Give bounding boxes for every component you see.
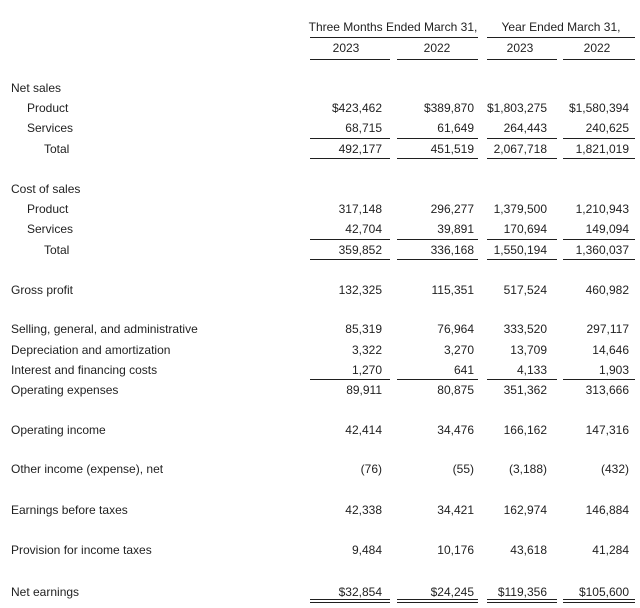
year-underline-3 (487, 59, 557, 60)
rule-net-sales-total-col4 (563, 158, 635, 159)
row-label-interest: Interest and financing costs (11, 363, 158, 377)
cell-net-sales-product-col3: $1,803,275 (486, 101, 547, 115)
rule-cost-services-col3 (487, 239, 557, 240)
rule-net-sales-total-col2 (397, 158, 478, 159)
cell-net-sales-product-col1: $423,462 (331, 101, 382, 115)
cell-op-income-col1: 42,414 (345, 423, 382, 437)
row-label-other-income: Other income (expense), net (11, 462, 164, 476)
double-rule-net-earnings-col1 (310, 602, 390, 603)
rule-net-sales-services-col4 (563, 138, 635, 139)
cell-cost-services-col2: 39,891 (437, 222, 474, 236)
rule-interest-col3 (487, 379, 557, 380)
rule-net-sales-services-col1 (310, 138, 390, 139)
row-label-op-income: Operating income (11, 423, 106, 437)
rule-cost-total-col4 (563, 259, 635, 260)
cell-op-income-col4: 147,316 (585, 423, 629, 437)
cell-net-sales-services-col1: 68,715 (345, 121, 382, 135)
cell-cost-product-col3: 1,379,500 (493, 202, 547, 216)
rule-net-sales-total-col1 (310, 158, 390, 159)
cell-other-income-col1: (76) (360, 462, 382, 476)
cell-tax-col4: 41,284 (592, 543, 629, 557)
cell-gross-profit-col3: 517,524 (503, 283, 547, 297)
cell-sga-col2: 76,964 (437, 322, 474, 336)
cell-net-earnings-col2: $24,245 (430, 585, 474, 599)
year-header-y-2022: 2022 (583, 41, 611, 55)
cell-gross-profit-col2: 115,351 (431, 283, 474, 297)
cell-gross-profit-col1: 132,325 (338, 283, 382, 297)
year-underline-2 (397, 59, 478, 60)
cell-op-income-col2: 34,476 (437, 423, 474, 437)
row-label-gross-profit: Gross profit (11, 283, 74, 297)
cell-opex-col2: 80,875 (437, 383, 474, 397)
double-rule-net-earnings-col3 (487, 602, 557, 603)
double-rule-net-earnings-col4 (563, 602, 635, 603)
rule-net-earnings-col4 (563, 599, 635, 600)
cell-cost-services-col3: 170,694 (503, 222, 547, 236)
cell-net-earnings-col3: $119,356 (497, 585, 547, 599)
cell-op-income-col3: 166,162 (503, 423, 547, 437)
rule-cost-total-col1 (310, 259, 390, 260)
cell-cost-total-col2: 336,168 (430, 243, 474, 257)
year-underline-4 (563, 59, 635, 60)
cell-cost-total-col4: 1,360,037 (575, 243, 629, 257)
cell-other-income-col3: (3,188) (508, 462, 547, 476)
rule-net-sales-total-col3 (487, 158, 557, 159)
row-label-net-sales-product: Product (27, 101, 69, 115)
cell-dep-amort-col1: 3,322 (351, 343, 382, 357)
row-label-net-sales-total: Total (44, 142, 70, 156)
row-label-cost-services: Services (27, 222, 74, 236)
cell-dep-amort-col2: 3,270 (443, 343, 474, 357)
cell-net-sales-services-col4: 240,625 (585, 121, 629, 135)
cell-sga-col1: 85,319 (345, 322, 382, 336)
header-year-ended: Year Ended March 31, (501, 20, 621, 34)
cell-net-sales-total-col2: 451,519 (430, 142, 474, 156)
cell-sga-col4: 297,117 (586, 322, 629, 336)
cell-dep-amort-col3: 13,709 (510, 343, 547, 357)
cell-dep-amort-col4: 14,646 (592, 343, 629, 357)
cell-opex-col3: 351,362 (503, 383, 547, 397)
year-header-y-2023: 2023 (506, 41, 534, 55)
cell-cost-total-col1: 359,852 (338, 243, 382, 257)
cell-net-sales-total-col3: 2,067,718 (493, 142, 547, 156)
cell-interest-col3: 4,133 (516, 363, 547, 377)
cell-cost-services-col1: 42,704 (345, 222, 382, 236)
year-underline-1 (310, 59, 390, 60)
header-underline-year (487, 37, 635, 38)
cell-net-earnings-col1: $32,854 (338, 585, 382, 599)
cell-ebt-col4: 146,884 (585, 503, 629, 517)
rule-net-sales-services-col2 (397, 138, 478, 139)
row-label-dep-amort: Depreciation and amortization (11, 343, 171, 357)
cell-other-income-col4: (432) (600, 462, 629, 476)
cell-gross-profit-col4: 460,982 (585, 283, 629, 297)
row-label-net-sales-heading: Net sales (11, 81, 62, 95)
row-label-cost-product: Product (27, 202, 69, 216)
row-label-cost-total: Total (44, 243, 70, 257)
rule-cost-services-col4 (563, 239, 635, 240)
cell-net-sales-product-col2: $389,870 (423, 101, 474, 115)
cell-interest-col1: 1,270 (351, 363, 382, 377)
cell-opex-col1: 89,911 (346, 383, 382, 397)
rule-cost-services-col2 (397, 239, 478, 240)
cell-interest-col4: 1,903 (598, 363, 629, 377)
cell-cost-product-col2: 296,277 (430, 202, 474, 216)
row-label-sga: Selling, general, and administrative (11, 322, 198, 336)
cell-cost-services-col4: 149,094 (585, 222, 629, 236)
cell-net-sales-product-col4: $1,580,394 (568, 101, 629, 115)
cell-ebt-col1: 42,338 (345, 503, 382, 517)
rule-net-sales-services-col3 (487, 138, 557, 139)
header-underline-quarter (310, 37, 478, 38)
double-rule-net-earnings-col2 (397, 602, 478, 603)
cell-tax-col1: 9,484 (351, 543, 382, 557)
rule-interest-col2 (397, 379, 478, 380)
rule-interest-col1 (310, 379, 390, 380)
year-header-q-2023: 2023 (332, 41, 360, 55)
rule-net-earnings-col1 (310, 599, 390, 600)
rule-net-earnings-col3 (487, 599, 557, 600)
cell-cost-total-col3: 1,550,194 (493, 243, 547, 257)
cell-net-sales-total-col4: 1,821,019 (575, 142, 629, 156)
rule-cost-services-col1 (310, 239, 390, 240)
cell-net-sales-total-col1: 492,177 (338, 142, 382, 156)
cell-net-earnings-col4: $105,600 (578, 585, 629, 599)
cell-opex-col4: 313,666 (585, 383, 629, 397)
rule-cost-total-col2 (397, 259, 478, 260)
year-header-q-2022: 2022 (423, 41, 451, 55)
cell-net-sales-services-col3: 264,443 (503, 121, 547, 135)
rule-interest-col4 (563, 379, 635, 380)
rule-cost-total-col3 (487, 259, 557, 260)
row-label-ebt: Earnings before taxes (11, 503, 128, 517)
cell-net-sales-services-col2: 61,649 (437, 121, 474, 135)
row-label-net-sales-services: Services (27, 121, 74, 135)
row-label-cost-heading: Cost of sales (11, 182, 81, 196)
rule-net-earnings-col2 (397, 599, 478, 600)
cell-tax-col3: 43,618 (510, 543, 547, 557)
cell-cost-product-col4: 1,210,943 (575, 202, 629, 216)
row-label-net-earnings: Net earnings (11, 585, 80, 599)
cell-cost-product-col1: 317,148 (338, 202, 382, 216)
row-label-tax: Provision for income taxes (11, 543, 152, 557)
cell-ebt-col3: 162,974 (503, 503, 547, 517)
cell-interest-col2: 641 (453, 363, 474, 377)
row-label-opex: Operating expenses (11, 383, 119, 397)
cell-sga-col3: 333,520 (503, 322, 547, 336)
cell-tax-col2: 10,176 (437, 543, 474, 557)
header-three-months: Three Months Ended March 31, (308, 20, 478, 34)
cell-ebt-col2: 34,421 (437, 503, 474, 517)
cell-other-income-col2: (55) (452, 462, 474, 476)
